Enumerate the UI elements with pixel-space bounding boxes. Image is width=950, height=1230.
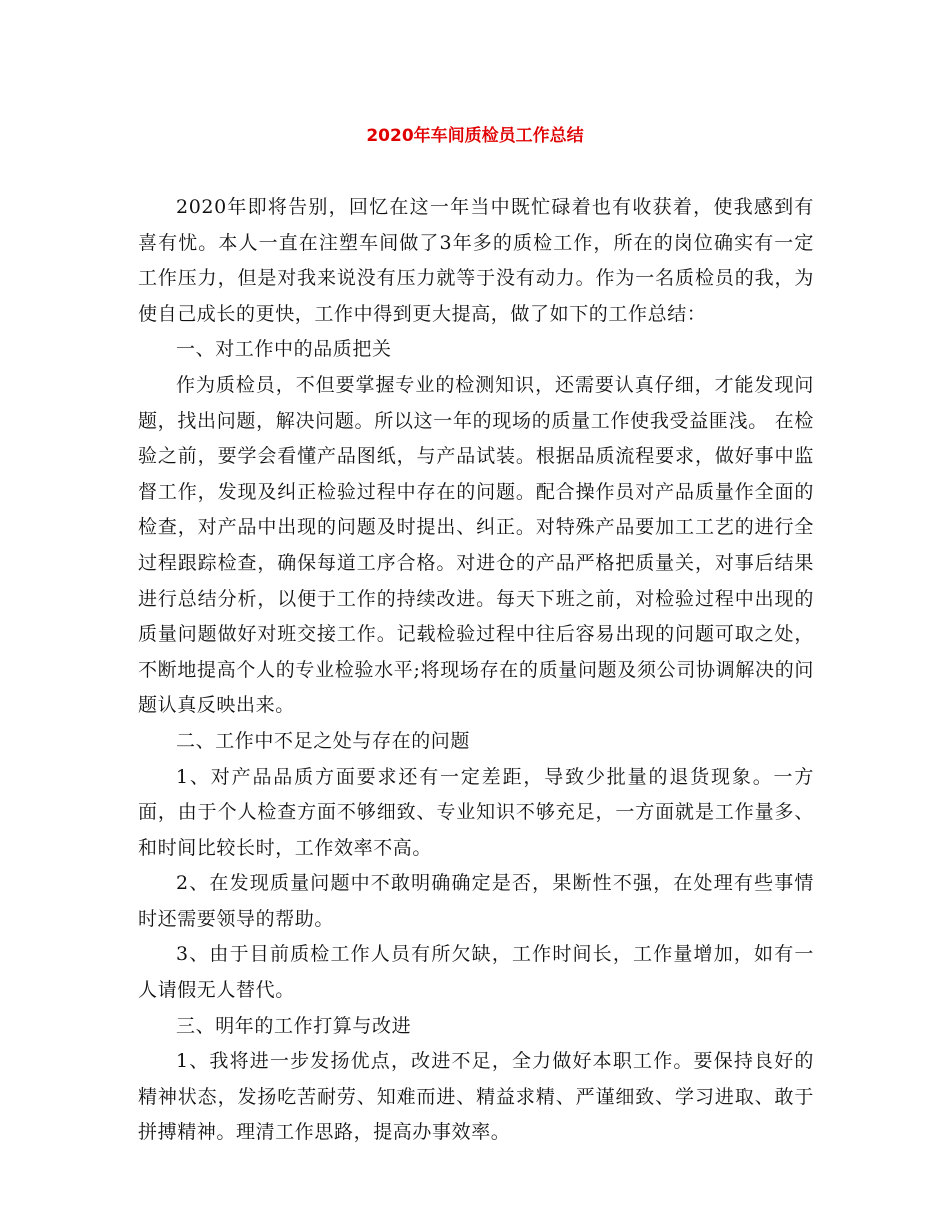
intro-paragraph: 2020年即将告别，回忆在这一年当中既忙碌着也有收获着，使我感到有喜有忧。本人一直在注塑车间做了3年多的质检工作，所在的岗位确实有一定工作压力，但是对我来说没有压力就等于没有动力。作为一名质检员的我，为使自己成长的更快，工作中得到更大提高，做了如下的工作总结：	[138, 196, 814, 325]
section-2-item-2: 2、在发现质量问题中不敢明确确定是否，果断性不强，在处理有些事情时还需要领导的帮助。	[138, 872, 814, 930]
section-heading-2: 二、工作中不足之处与存在的问题	[176, 729, 471, 752]
section-heading-1: 一、对工作中的品质把关	[176, 338, 392, 361]
section-3-item-1: 1、我将进一步发扬优点，改进不足，全力做好本职工作。要保持良好的精神状态，发扬吃苦耐劳、知难而进、精益求精、严谨细致、学习进取、敢于拼搏精神。理清工作思路，提高办事效率。	[138, 1050, 814, 1144]
section-heading-3: 三、明年的工作打算与改进	[176, 1014, 412, 1037]
section-2-item-3: 3、由于目前质检工作人员有所欠缺，工作时间长，工作量增加，如有一人请假无人替代。	[138, 943, 814, 1002]
document-body	[138, 190, 814, 1151]
section-2-item-1: 1、对产品品质方面要求还有一定差距，导致少批量的退货现象。一方面，由于个人检查方面不够细致、专业知识不够充足，一方面就是工作量多、和时间比较长时，工作效率不高。	[138, 765, 814, 859]
section-1-paragraph: 作为质检员，不但要掌握专业的检测知识，还需要认真仔细，才能发现问题，找出问题，解决问题。所以这一年的现场的质量工作使我受益匪浅。 在检验之前，要学会看懂产品图纸，与产品试装。根据品质流程要求，做好事中监督工作，发现及纠正检验过程中存在的问题。配合操作员对产品质量作全面的检查，对产品中出现的问题及时提出、纠正。对特殊产品要加工工艺的进行全过程跟踪检查，确保每道工序合格。对进仓的产品严格把质量关，对事后结果进行总结分析，以便于工作的持续改进。每天下班之前，对检验过程中出现的质量问题做好对班交接工作。记载检验过程中往后容易出现的问题可取之处，不断地提高个人的专业检验水平;将现场存在的质量问题及须公司协调解决的问题认真反映出来。	[138, 373, 814, 717]
document-title: 2020年车间质检员工作总结	[366, 126, 584, 146]
